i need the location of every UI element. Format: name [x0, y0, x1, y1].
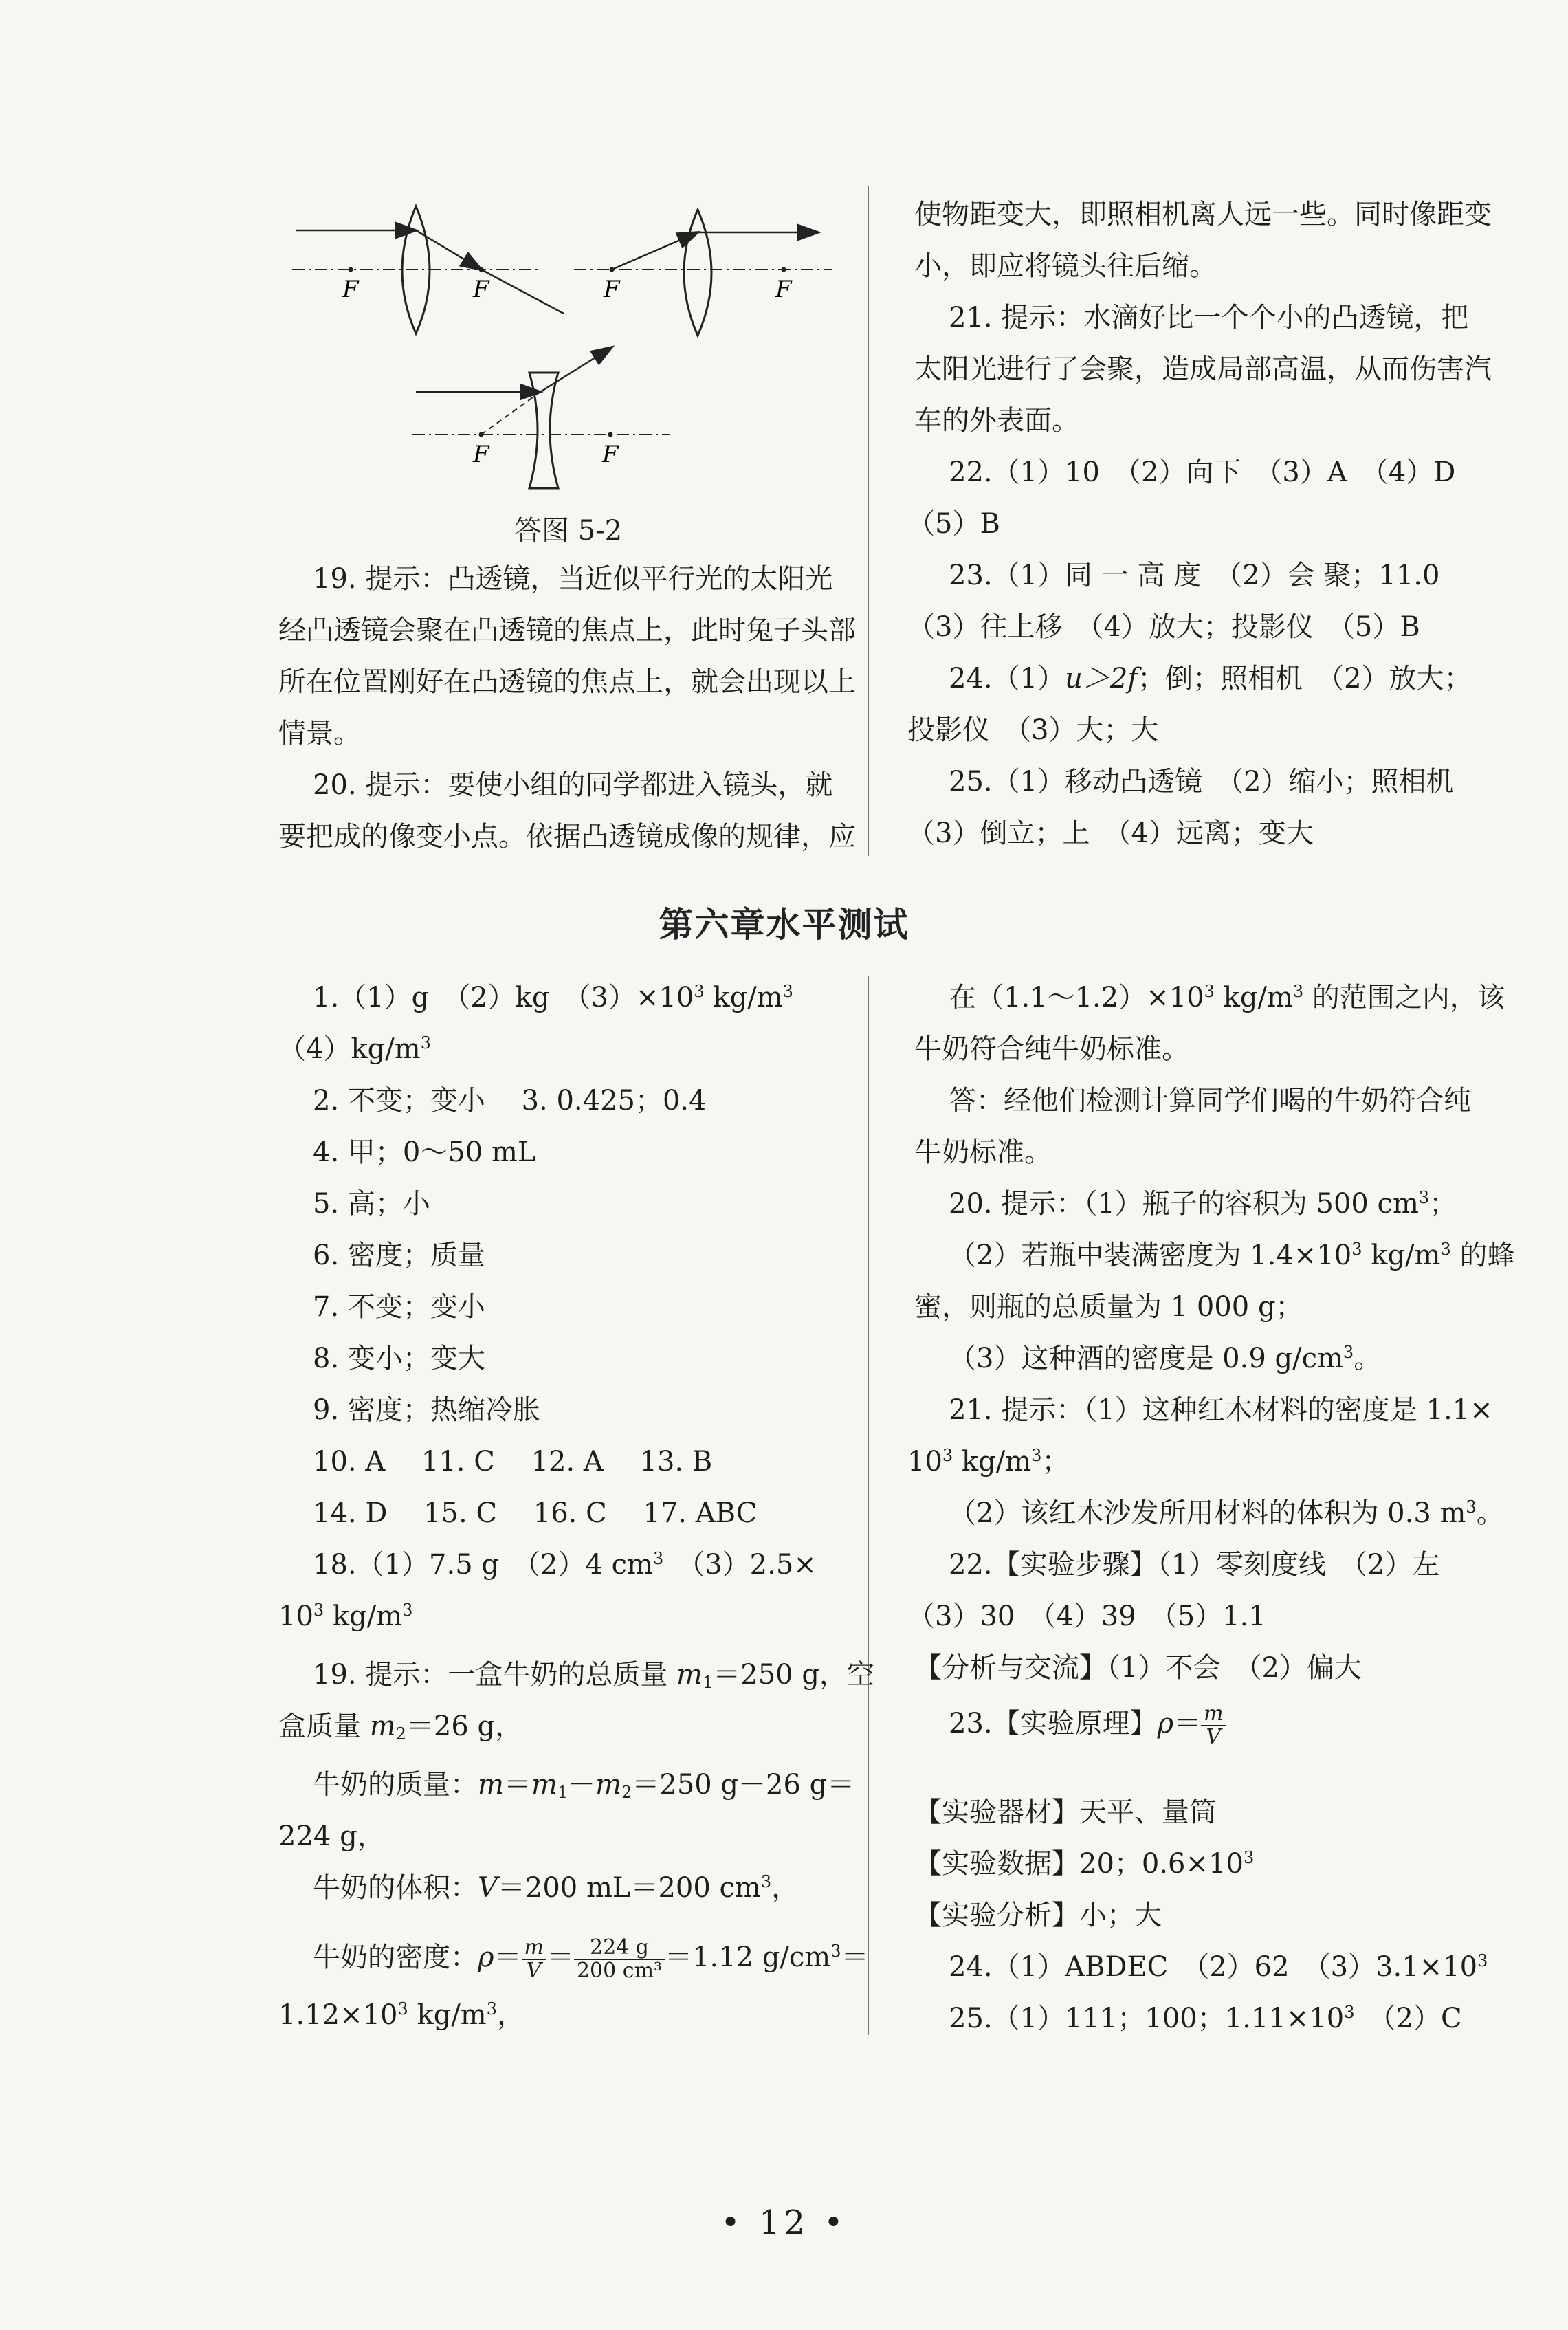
text-line: 答：经他们检测计算同学们喝的牛奶符合纯: [949, 1085, 1471, 1117]
superscript: 3: [420, 1033, 431, 1053]
column-divider: [868, 186, 869, 856]
text-line: 21. 提示：（1）这种红木材料的密度是 1.1×: [949, 1394, 1493, 1426]
column-divider: [868, 976, 869, 2035]
math-var: m: [676, 1659, 703, 1691]
text-span: kg/m: [1214, 982, 1293, 1013]
page-number-value: 12: [758, 2203, 810, 2242]
text-line: 要把成的像变小点。依据凸透镜成像的规律，应: [278, 821, 856, 853]
superscript: 3: [397, 1999, 408, 2019]
text-span: （3）这种酒的密度是 0.9 g/cm: [949, 1343, 1343, 1374]
text-line: 牛奶符合纯牛奶标准。: [914, 1033, 1189, 1065]
text-line: [313, 1658, 874, 1691]
text-span: ，: [771, 1872, 799, 1904]
fraction-numerator: m: [1201, 1703, 1226, 1726]
section-title: 第六章水平测试: [659, 905, 909, 945]
fraction-numerator: m: [522, 1937, 546, 1960]
text-line: 5. 高；小: [313, 1188, 430, 1220]
text-line: 10. A 11. C 12. A 13. B: [313, 1446, 713, 1477]
text-span: ＝: [503, 1769, 531, 1801]
text-span: 牛奶的质量：: [313, 1769, 478, 1801]
convex-lens-diagram-1: [292, 206, 564, 333]
fraction: [574, 1937, 665, 1982]
superscript: 3: [1440, 1240, 1451, 1259]
text-line: [278, 1710, 522, 1743]
text-span: ＝26 g，: [406, 1711, 523, 1742]
text-line: [949, 1342, 1381, 1375]
text-span: 1.12×10: [278, 1999, 398, 2031]
text-line: 22.（1）10 （2）向下 （3）A （4）D: [949, 457, 1456, 488]
text-line: [949, 1950, 1488, 1983]
text-line: 7. 不变；变小: [313, 1291, 485, 1323]
math-var: ρ: [478, 1942, 494, 1973]
text-span: 。: [1354, 1343, 1382, 1374]
text-span: 10: [278, 1601, 313, 1632]
text-line: 8. 变小；变大: [313, 1343, 485, 1374]
text-line: 21. 提示：水滴好比一个个小的凸透镜，把: [949, 302, 1469, 333]
text-line: 投影仪 （3）大；大: [907, 714, 1159, 746]
text-line: [949, 1239, 1514, 1272]
fraction-denominator: V: [526, 1959, 542, 1983]
text-span: （3）2.5×: [663, 1549, 817, 1581]
text-span: 19. 提示：一盒牛奶的总质量: [313, 1659, 677, 1691]
fraction-denominator: V: [1206, 1725, 1222, 1749]
text-line: [313, 981, 793, 1014]
text-line: 【实验分析】小；大: [914, 1900, 1162, 1931]
text-span: 的范围之内，该: [1303, 982, 1505, 1013]
superscript: 3: [1204, 982, 1215, 1001]
subscript: 2: [621, 1783, 632, 1802]
text-span: 盒质量: [278, 1711, 370, 1742]
text-line: 224 g，: [278, 1821, 385, 1852]
text-line: （5）B: [907, 508, 1000, 540]
focus-label: F: [342, 276, 359, 303]
text-line: 14. D 15. C 16. C 17. ABC: [313, 1497, 758, 1529]
math-var: m: [531, 1769, 557, 1801]
text-span: 23.【实验原理】: [949, 1708, 1158, 1739]
text-line: [949, 981, 1505, 1014]
text-span: 1.（1）g （2）kg （3）×10: [313, 982, 694, 1013]
focus-label: F: [604, 276, 620, 303]
text-span: ；: [1041, 1446, 1070, 1477]
text-span: kg/m: [324, 1601, 403, 1632]
text-span: 牛奶的密度：: [313, 1942, 478, 1973]
text-span: （2）该红木沙发所用材料的体积为 0.3 m: [949, 1497, 1466, 1529]
text-span: ＝: [494, 1942, 522, 1973]
text-line: [949, 1497, 1504, 1530]
text-line: [278, 1033, 431, 1066]
text-span: 牛奶的体积：: [313, 1872, 478, 1904]
superscript: 3: [1031, 1446, 1042, 1465]
text-line: 22.【实验步骤】（1）零刻度线 （2）左: [949, 1549, 1440, 1581]
text-span: ＝: [1173, 1708, 1202, 1739]
text-span: 在（1.1～1.2）×10: [949, 982, 1204, 1013]
text-span: ＝250 g，空: [713, 1659, 874, 1691]
text-line: [949, 2002, 1462, 2035]
text-line: [313, 1871, 799, 1904]
text-span: kg/m: [408, 1999, 487, 2031]
focus-label: F: [775, 276, 792, 303]
text-span: （2）C: [1354, 2003, 1462, 2034]
superscript: 3: [942, 1446, 953, 1465]
text-span: 的蜂: [1450, 1240, 1515, 1271]
watermark: ​: [216, 1801, 224, 1873]
text-line: 经凸透镜会聚在凸透镜的焦点上，此时兔子头部: [278, 615, 856, 646]
text-line: （3）往上移 （4）放大；投影仪 （5）B: [907, 611, 1420, 643]
text-span: 。: [1476, 1497, 1504, 1529]
text-line: 蜜，则瓶的总质量为 1 000 g；: [914, 1291, 1303, 1323]
math-var: m: [595, 1769, 622, 1801]
text-line: 所在位置刚好在凸透镜的焦点上，就会出现以上: [278, 666, 856, 698]
text-span: 10: [907, 1446, 942, 1477]
text-line: 【实验器材】天平、量筒: [914, 1796, 1217, 1828]
text-line: [278, 1999, 524, 2032]
text-line: （3）倒立；上 （4）远离；变大: [907, 817, 1314, 849]
text-span: ，: [497, 1999, 525, 2031]
text-span: －: [568, 1769, 596, 1801]
text-line: [949, 662, 1472, 695]
text-span: 20. 提示：（1）瓶子的容积为 500 cm: [949, 1188, 1419, 1220]
math-var: m: [478, 1769, 504, 1801]
text-span: 18.（1）7.5 g （2）4 cm: [313, 1549, 653, 1581]
superscript: 3: [1351, 1240, 1362, 1259]
subscript: 1: [702, 1673, 714, 1692]
text-line: 25.（1）移动凸透镜 （2）缩小；照相机: [949, 766, 1454, 798]
math-var: ρ: [1157, 1708, 1174, 1739]
superscript: 3: [652, 1549, 664, 1568]
text-span: ；: [1429, 1188, 1457, 1220]
superscript: 3: [313, 1601, 324, 1620]
text-line: 6. 密度；质量: [313, 1240, 485, 1271]
focus-label: F: [473, 276, 489, 303]
fraction-numerator: 224 g: [574, 1937, 665, 1960]
text-line: 使物距变大，即照相机离人远一些。同时像距变: [914, 199, 1492, 230]
focus-label: F: [602, 441, 619, 468]
figure-caption: 答图 5-2: [514, 515, 623, 547]
text-span: （2）若瓶中装满密度为 1.4×10: [949, 1240, 1352, 1271]
superscript: 3: [486, 1999, 498, 2019]
text-line: [914, 1847, 1254, 1880]
text-span: kg/m: [953, 1446, 1032, 1477]
text-span: 24.（1）ABDEC （2）62 （3）3.1×10: [949, 1951, 1478, 1983]
text-line: 9. 密度；热缩冷胀: [313, 1394, 540, 1426]
text-line: [949, 1696, 1226, 1751]
text-span: ＝: [841, 1942, 869, 1973]
superscript: 3: [1344, 2003, 1355, 2022]
text-span: ＝1.12 g/cm: [665, 1942, 831, 1973]
concave-lens-diagram: [412, 347, 670, 488]
text-span: 25.（1）111；100；1.11×10: [949, 2003, 1345, 2034]
text-span: ＝200 mL＝200 cm: [497, 1872, 761, 1904]
math-var: u＞2f: [1065, 663, 1138, 694]
text-line: [313, 1768, 854, 1801]
text-line: [278, 1600, 412, 1633]
subscript: 2: [395, 1724, 406, 1744]
text-line: [907, 1445, 1069, 1478]
text-span: ＝: [546, 1942, 574, 1973]
text-line: [313, 1930, 869, 1985]
text-line: 太阳光进行了会聚，造成局部高温，从而伤害汽: [914, 353, 1492, 385]
text-span: kg/m: [704, 982, 783, 1013]
text-span: ＝250 g－26 g＝: [632, 1769, 855, 1801]
text-line: 小，即应将镜头往后缩。: [914, 250, 1217, 282]
text-line: 4. 甲；0～50 mL: [313, 1136, 536, 1168]
text-span: kg/m: [1362, 1240, 1441, 1271]
fraction: [522, 1937, 546, 1982]
superscript: 3: [830, 1942, 841, 1961]
text-line: （3）30 （4）39 （5）1.1: [907, 1601, 1266, 1632]
text-span: （4）kg/m: [278, 1033, 421, 1065]
convex-lens-diagram-2: [574, 210, 832, 336]
text-line: [313, 1548, 817, 1581]
text-line: 牛奶标准。: [914, 1136, 1052, 1168]
superscript: 3: [402, 1601, 413, 1620]
fraction: [1201, 1703, 1226, 1748]
text-line: 20. 提示：要使小组的同学都进入镜头，就: [313, 769, 833, 801]
text-line: 情景。: [278, 718, 361, 749]
superscript: 3: [1466, 1497, 1477, 1517]
text-line: 19. 提示：凸透镜，当近似平行光的太阳光: [313, 563, 833, 595]
superscript: 3: [694, 982, 705, 1001]
math-var: m: [369, 1711, 396, 1742]
text-span: 【实验数据】20；0.6×10: [914, 1848, 1244, 1880]
superscript: 3: [1243, 1848, 1255, 1867]
text-line: 23.（1）同 一 高 度 （2）会 聚；11.0: [949, 560, 1440, 591]
page-number: • 12 •: [720, 2203, 848, 2242]
text-span: ；倒；照相机 （2）放大；: [1138, 663, 1472, 694]
superscript: 3: [1418, 1188, 1430, 1207]
fraction-denominator: 200 cm³: [576, 1959, 663, 1983]
text-span: 24.（1）: [949, 663, 1065, 694]
math-var: V: [478, 1872, 498, 1904]
text-line: [949, 1187, 1457, 1220]
superscript: 3: [1477, 1951, 1488, 1970]
text-line: 车的外表面。: [914, 405, 1079, 437]
subscript: 1: [557, 1783, 568, 1802]
focus-label: F: [473, 441, 489, 468]
text-line: 2. 不变；变小 3. 0.425；0.4: [313, 1085, 707, 1117]
text-line: 【分析与交流】（1）不会 （2）偏大: [914, 1652, 1362, 1684]
superscript: 3: [760, 1872, 772, 1891]
ray-diagram-figure: [275, 193, 866, 495]
superscript: 3: [1343, 1343, 1354, 1362]
superscript: 3: [1292, 982, 1304, 1001]
superscript: 3: [782, 982, 793, 1001]
